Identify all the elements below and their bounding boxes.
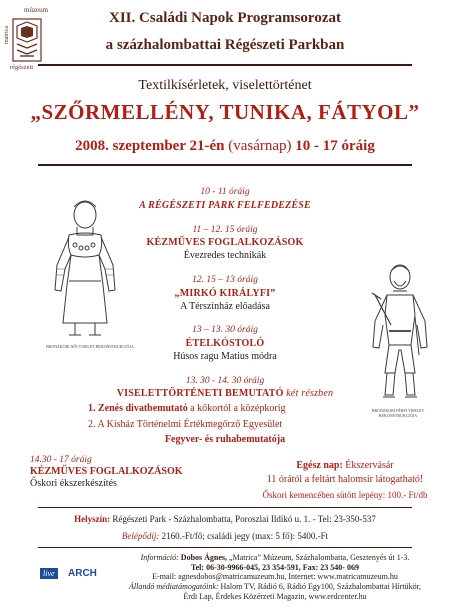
program-time: 12. 15 – 13 óráig <box>192 275 258 285</box>
livearch-live-text: live <box>40 568 58 579</box>
program-subtitle: Évezredes technikák <box>183 250 267 261</box>
info-email-line: E-mail: agnesdobos@matricamuzeum.hu, Internet: www.matricamuzeum.hu <box>152 572 398 582</box>
bronze-age-woman-figure <box>25 185 145 345</box>
all-day-text: Ékszervásár <box>342 460 394 471</box>
date-day: (vasárnap) <box>228 138 292 154</box>
program-title: ÉTELKÓSTOLÓ <box>185 338 265 349</box>
info-media-line <box>110 582 440 592</box>
afternoon-subtitle: Őskori ékszerkészítés <box>30 478 117 489</box>
show-part-2: 2. A Kisház Történelmi Értékmegőrző Egyesület <box>88 419 283 430</box>
program-time: 13 – 13. 30 óráig <box>192 325 258 335</box>
bronze-age-man-figure <box>355 255 445 410</box>
program-title-extra: két részben <box>286 388 334 399</box>
contact-info <box>110 553 440 602</box>
livearch-arch-text: ARCH <box>68 568 97 579</box>
burial-mound-line: 11 órától a feltárt halomsír látogatható! <box>266 474 424 485</box>
date-hours: 10 - 17 óráig <box>295 138 375 154</box>
ticket-label: Belépődíj: <box>121 531 160 541</box>
venue-line <box>0 514 450 524</box>
ticket-text: 2160.-Ft/fő; családi jegy (max: 5 fő): 5400.-Ft <box>159 531 329 541</box>
logo-muzeum-text: múzeum <box>24 6 49 14</box>
program-title: A RÉGÉSZETI PARK FELFEDEZÉSE <box>139 200 311 211</box>
program-title: „MIRKÓ KIRÁLYFI” <box>174 288 276 299</box>
venue-text: Régészeti Park - Százhalombatta, Poroszlai Ildikó u. 1. - Tel: 23-350-537 <box>110 514 376 524</box>
info-name: Dobos Ágnes, <box>178 553 228 562</box>
afternoon-time: 14.30 - 17 óráig <box>30 455 92 465</box>
info-media-line-2: Érdi Lap, Érdekes Közérzeti Magazin, www.erdcenter.hu <box>183 591 367 601</box>
event-series-title: XII. Családi Napok Programsorozat <box>109 10 341 26</box>
event-main-title: „SZŐRMELLÉNY, TUNIKA, FÁTYOL” <box>30 100 420 124</box>
media-label: Állandó médiatámogatóink: <box>128 582 219 592</box>
livearch-logo <box>40 568 116 580</box>
program-time: 13. 30 - 14. 30 óráig <box>185 376 265 386</box>
ticket-line <box>0 531 450 541</box>
divider <box>38 547 412 548</box>
program-title-text: VISELETTÖRTÉNETI BEMUTATÓ <box>116 388 284 399</box>
show-part-1-rest: a kőkortól a középkorig <box>187 403 286 414</box>
afternoon-title: KÉZMŰVES FOGLALKOZÁSOK <box>30 466 183 477</box>
show-part-1 <box>88 403 285 414</box>
left-figure-caption: BRONZKORI NŐI VISELET REKONSTRUKCIÓJA <box>46 344 134 349</box>
all-day-line <box>245 460 445 471</box>
event-subtitle: Textilkísérletek, viselettörténet <box>138 78 312 93</box>
right-figure-caption: BRONZKORI FÉRFI VISELET REKONSTRUKCIÓJA <box>371 408 425 418</box>
show-part-2-sub: Fegyver- és ruhabemutatója <box>164 434 286 445</box>
info-phone-line: Tel: 06-30-9966-045, 23 354-591, Fax: 23 540- 069 <box>191 562 359 572</box>
program-title: KÉZMŰVES FOGLALKOZÁSOK <box>146 237 304 248</box>
event-date <box>0 138 450 155</box>
program-subtitle: Húsos ragu Matius módra <box>173 351 277 362</box>
divider <box>38 64 412 66</box>
event-location-title: a százhalombattai Régészeti Parkban <box>105 37 345 53</box>
info-line-1 <box>110 553 440 563</box>
logo-regeszeti-text: régészeti <box>10 64 34 71</box>
pie-price-line: Őskori kemencében sütött lepény: 100.- Ft/db <box>262 490 428 500</box>
info-line-1-rest: „Matrica” Múzeum, Százhalombatta, Gesztenyés út 1-3. <box>227 553 410 562</box>
info-label: Információ: <box>140 553 179 562</box>
program-time: 11 – 12. 15 óráig <box>192 225 258 235</box>
all-day-label: Egész nap: <box>296 460 343 471</box>
show-part-1-bold: 1. Zenés divatbemutató <box>88 403 188 414</box>
venue-label: Helyszín: <box>74 514 111 524</box>
media-text: Halom TV, Rádió 6, Rádió Egy100, Százhalombattai Hírtükör, <box>218 582 421 592</box>
program-subtitle: A Térszínház előadása <box>180 301 270 312</box>
program-time: 10 - 11 óráig <box>200 187 250 197</box>
divider <box>38 164 412 166</box>
divider <box>38 507 412 508</box>
logo-matrica-text: matrica <box>4 26 10 44</box>
date-main: 2008. szeptember 21-én <box>75 138 225 154</box>
